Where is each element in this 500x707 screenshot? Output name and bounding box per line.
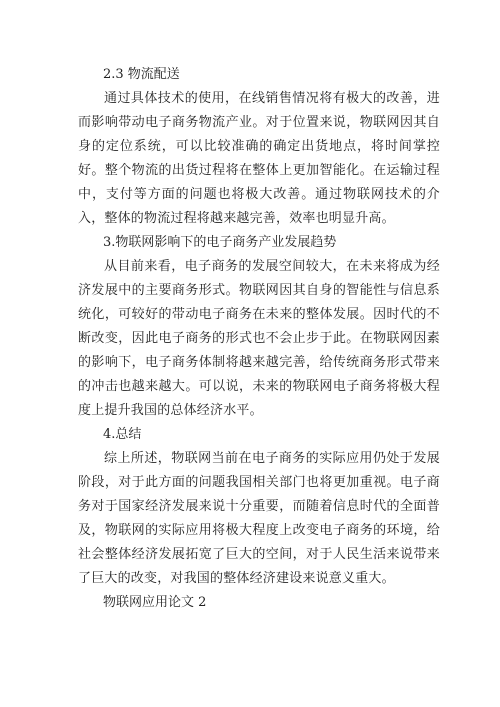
section-heading-logistics: 2.3 物流配送 [103, 67, 180, 82]
document-body [78, 63, 440, 615]
section-paragraph-logistics: 通过具体技术的使用，在线销售情况将有极大的改善，进而影响带动电子商务物流产业。对于位置来说，物联网因其自身的定位系统，可以比较准确的确定出货地点，将时间掌控好。整个物流的出货过程将在整体上更加智能化。在运输过程中，支付等方面的问题也将极大改善。通过物联网技术的介入，整体的物流过程将越来越完善，效率也明显升高。 [78, 91, 440, 226]
section-heading-trends: 3.物联网影响下的电子商务产业发展趋势 [103, 235, 337, 250]
section-paragraph-summary: 综上所述，物联网当前在电子商务的实际应用仍处于发展阶段，对于此方面的问题我国相关部门也将更加重视。电子商务对于国家经济发展来说十分重要，而随着信息时代的全面普及，物联网的实际应用将极大程度上改变电子商务的环境，给社会整体经济发展拓宽了巨大的空间，对于人民生活来说带来了巨大的改变，对我国的整体经济建设来说意义重大。 [78, 451, 440, 586]
next-paper-title: 物联网应用论文 2 [103, 595, 207, 610]
section-paragraph-trends: 从目前来看，电子商务的发展空间较大，在未来将成为经济发展中的主要商务形式。物联网因其自身的智能性与信息系统化，可较好的带动电子商务在未来的整体发展。因时代的不断改变，因此电子商务的形式也不会止步于此。在物联网因素的影响下，电子商务体制将越来越完善，给传统商务形式带来的冲击也越来越大。可以说，未来的物联网电子商务将极大程度上提升我国的总体经济水平。 [78, 259, 440, 418]
section-heading-summary: 4.总结 [103, 427, 142, 442]
